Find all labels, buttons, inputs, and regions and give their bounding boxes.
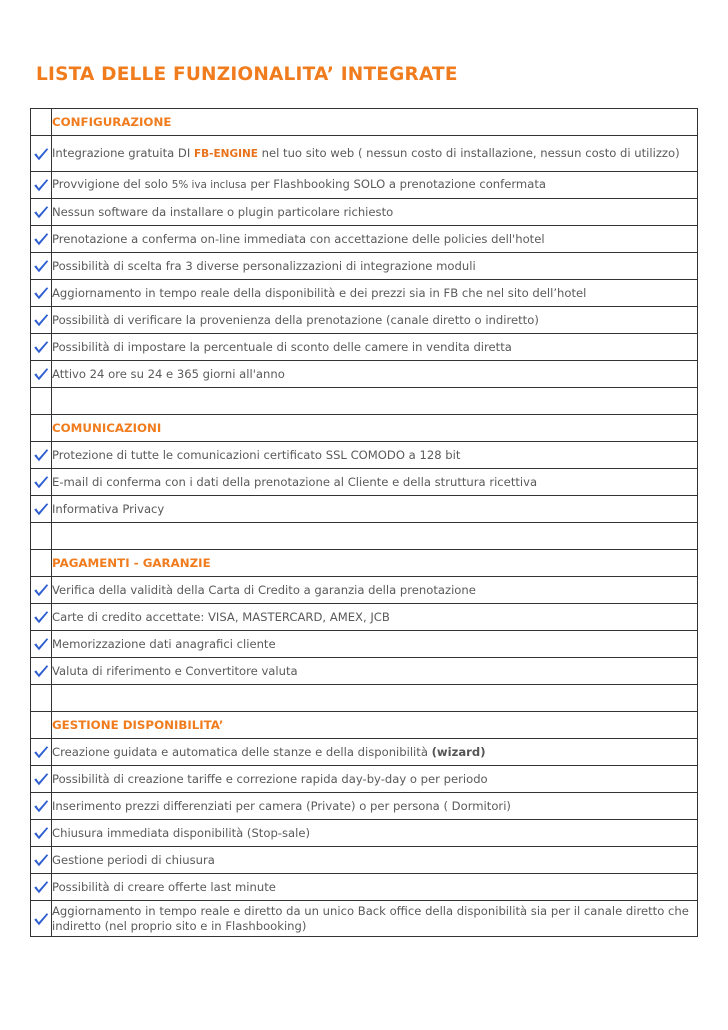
feature-text: Inserimento prezzi differenziati per camera (Private) o per persona ( Dormitori) — [52, 798, 511, 813]
feature-cell — [52, 199, 698, 226]
check-cell — [31, 901, 52, 937]
section-header-row — [31, 415, 698, 442]
check-icon — [31, 313, 51, 327]
empty-cell — [52, 388, 698, 415]
check-cell — [31, 847, 52, 874]
product-name: FB-ENGINE — [193, 147, 258, 160]
check-cell — [31, 280, 52, 307]
table-row — [31, 307, 698, 334]
feature-cell — [52, 172, 698, 199]
check-cell — [31, 172, 52, 199]
feature-text: Carte di credito accettate: VISA, MASTERCARD, AMEX, JCB — [52, 609, 390, 624]
section-header-row — [31, 712, 698, 739]
feature-cell — [52, 307, 698, 334]
feature-text: Creazione guidata e automatica delle stanze e della disponibilità — [52, 744, 432, 759]
check-cell — [31, 739, 52, 766]
check-cell — [31, 442, 52, 469]
feature-text: Aggiornamento in tempo reale della disponibilità e dei prezzi sia in FB che nel sito dell’hotel — [52, 285, 587, 300]
check-icon — [31, 583, 51, 597]
feature-text: Valuta di riferimento e Convertitore valuta — [52, 663, 298, 678]
check-icon — [31, 475, 51, 489]
empty-cell — [31, 712, 52, 739]
check-cell — [31, 136, 52, 172]
empty-cell — [31, 523, 52, 550]
table-row — [31, 172, 698, 199]
table-row — [31, 874, 698, 901]
spacer-row — [31, 685, 698, 712]
feature-text: Aggiornamento in tempo reale e diretto da un unico Back office della disponibilità sia per il canale diretto che indiretto (nel proprio sito e in Flashbooking) — [52, 903, 689, 933]
feature-text: Gestione periodi di chiusura — [52, 852, 215, 867]
feature-cell — [52, 820, 698, 847]
table-row — [31, 136, 698, 172]
empty-cell — [31, 415, 52, 442]
feature-cell — [52, 361, 698, 388]
feature-cell — [52, 901, 698, 937]
feature-cell — [52, 496, 698, 523]
feature-text: Verifica della validità della Carta di Credito a garanzia della prenotazione — [52, 582, 476, 597]
check-icon — [31, 147, 51, 161]
check-icon — [31, 772, 51, 786]
table-row — [31, 604, 698, 631]
check-cell — [31, 793, 52, 820]
section-heading: GESTIONE DISPONIBILITA’ — [52, 712, 698, 739]
check-cell — [31, 820, 52, 847]
check-icon — [31, 880, 51, 894]
table-row — [31, 226, 698, 253]
check-cell — [31, 307, 52, 334]
feature-cell — [52, 280, 698, 307]
empty-cell — [31, 685, 52, 712]
check-icon — [31, 664, 51, 678]
table-row — [31, 361, 698, 388]
table-row — [31, 739, 698, 766]
feature-cell — [52, 334, 698, 361]
table-row — [31, 280, 698, 307]
check-cell — [31, 469, 52, 496]
table-row — [31, 901, 698, 937]
check-icon — [31, 340, 51, 354]
feature-text: Memorizzazione dati anagrafici cliente — [52, 636, 276, 651]
check-icon — [31, 610, 51, 624]
commission-value: 5% iva inclusa — [171, 179, 247, 191]
table-row — [31, 820, 698, 847]
feature-cell — [52, 253, 698, 280]
check-cell — [31, 658, 52, 685]
check-icon — [31, 826, 51, 840]
empty-cell — [31, 550, 52, 577]
section-heading: PAGAMENTI - GARANZIE — [52, 550, 698, 577]
table-row — [31, 658, 698, 685]
feature-text: Prenotazione a conferma on-line immediata con accettazione delle policies dell'hotel — [52, 231, 545, 246]
check-cell — [31, 199, 52, 226]
feature-text: Chiusura immediata disponibilità (Stop-sale) — [52, 825, 311, 840]
empty-cell — [52, 685, 698, 712]
check-cell — [31, 631, 52, 658]
feature-text: Integrazione gratuita DI — [52, 145, 194, 160]
check-icon — [31, 912, 51, 926]
table-row — [31, 442, 698, 469]
check-cell — [31, 334, 52, 361]
table-row — [31, 766, 698, 793]
feature-cell — [52, 136, 698, 172]
feature-cell — [52, 226, 698, 253]
feature-text: Attivo 24 ore su 24 e 365 giorni all'anno — [52, 366, 285, 381]
feature-text: Provvigione del solo — [52, 177, 172, 191]
check-cell — [31, 577, 52, 604]
feature-text-end: per Flashbooking SOLO a prenotazione confermata — [246, 177, 546, 191]
check-icon — [31, 637, 51, 651]
check-icon — [31, 367, 51, 381]
table-row — [31, 577, 698, 604]
feature-text: Possibilità di verificare la provenienza della prenotazione (canale diretto o indiretto) — [52, 312, 539, 327]
feature-cell — [52, 874, 698, 901]
check-icon — [31, 448, 51, 462]
feature-cell — [52, 766, 698, 793]
check-icon — [31, 502, 51, 516]
check-icon — [31, 799, 51, 813]
feature-cell — [52, 442, 698, 469]
check-icon — [31, 232, 51, 246]
table-row — [31, 793, 698, 820]
feature-text: Possibilità di impostare la percentuale di sconto delle camere in vendita diretta — [52, 339, 512, 354]
check-icon — [31, 178, 51, 192]
check-cell — [31, 253, 52, 280]
check-icon — [31, 853, 51, 867]
section-header-row — [31, 550, 698, 577]
feature-text-end: nel tuo sito web ( nessun costo di installazione, nessun costo di utilizzo) — [257, 145, 680, 160]
feature-text: E-mail di conferma con i dati della prenotazione al Cliente e della struttura ricettiva — [52, 474, 538, 489]
check-icon — [31, 745, 51, 759]
table-row — [31, 253, 698, 280]
section-heading: CONFIGURAZIONE — [52, 109, 698, 136]
empty-cell — [31, 109, 52, 136]
check-cell — [31, 766, 52, 793]
check-cell — [31, 361, 52, 388]
feature-cell — [52, 577, 698, 604]
empty-cell — [52, 523, 698, 550]
emphasis-text: (wizard) — [431, 744, 486, 759]
feature-cell — [52, 847, 698, 874]
table-row — [31, 496, 698, 523]
check-cell — [31, 604, 52, 631]
page-title: LISTA DELLE FUNZIONALITA’ INTEGRATE — [36, 64, 458, 85]
feature-cell — [52, 631, 698, 658]
table-row — [31, 334, 698, 361]
table-row — [31, 847, 698, 874]
feature-text: Possibilità di creare offerte last minute — [52, 879, 276, 894]
table-row — [31, 199, 698, 226]
feature-text: Nessun software da installare o plugin particolare richiesto — [52, 204, 394, 219]
feature-text: Possibilità di scelta fra 3 diverse personalizzazioni di integrazione moduli — [52, 258, 476, 273]
check-cell — [31, 874, 52, 901]
spacer-row — [31, 388, 698, 415]
features-table — [30, 108, 698, 937]
feature-text: Possibilità di creazione tariffe e correzione rapida day-by-day o per periodo — [52, 771, 488, 786]
feature-cell — [52, 469, 698, 496]
feature-cell — [52, 604, 698, 631]
feature-text: Informativa Privacy — [52, 501, 165, 516]
feature-cell — [52, 739, 698, 766]
check-icon — [31, 205, 51, 219]
feature-text: Protezione di tutte le comunicazioni certificato SSL COMODO a 128 bit — [52, 447, 461, 462]
section-heading: COMUNICAZIONI — [52, 415, 698, 442]
empty-cell — [31, 388, 52, 415]
check-cell — [31, 226, 52, 253]
table-row — [31, 631, 698, 658]
check-cell — [31, 496, 52, 523]
section-header-row — [31, 109, 698, 136]
check-icon — [31, 259, 51, 273]
spacer-row — [31, 523, 698, 550]
feature-cell — [52, 658, 698, 685]
check-icon — [31, 286, 51, 300]
table-row — [31, 469, 698, 496]
feature-cell — [52, 793, 698, 820]
